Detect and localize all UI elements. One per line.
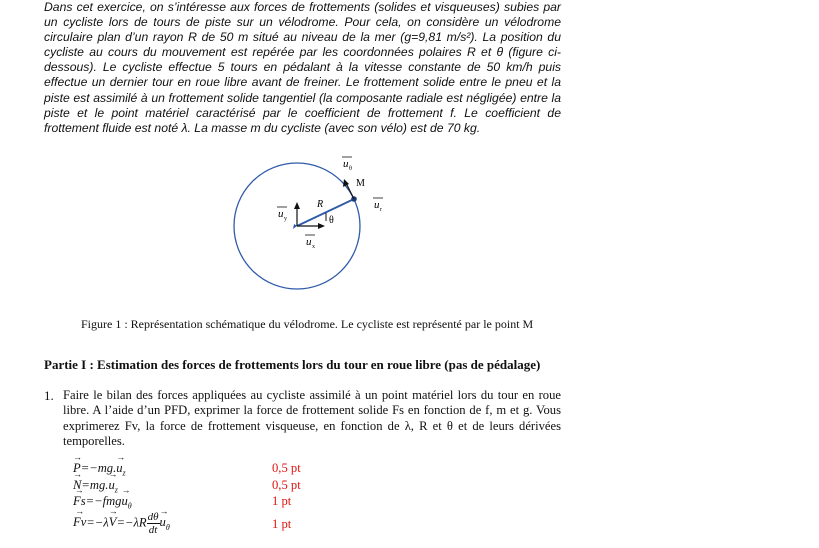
radius-line — [297, 199, 354, 226]
svg-text:u: u — [306, 236, 312, 248]
figure-caption: Figure 1 : Représentation schématique du vélodrome. Le cycliste est représenté par le point M — [81, 317, 534, 331]
svg-text:u: u — [374, 199, 380, 211]
label-u-x — [305, 235, 315, 250]
svg-text:u: u — [343, 158, 349, 170]
answer-weight: → $P=-mg.\to u_z$ — [73, 461, 126, 478]
answer-normal: → $N=mg.\to u_z$ — [73, 478, 118, 495]
svg-text:y: y — [284, 216, 287, 222]
velodrome-figure — [222, 150, 422, 300]
part-title: Partie I : Estimation des forces de frottements lors du tour en roue libre (pas de pédalage) — [44, 357, 541, 372]
label-u-y — [277, 207, 287, 222]
points-normal: 0,5 pt — [272, 478, 301, 492]
svg-text:u: u — [278, 208, 284, 220]
svg-text:x: x — [312, 244, 315, 250]
u-theta-arrow — [346, 183, 354, 199]
label-R: R — [317, 199, 324, 210]
derivative-fraction: $\frac{d\theta}{dt}$ — [147, 511, 159, 536]
label-M: M — [356, 178, 365, 189]
answer-solid-friction: → $Fs=-fmg\to u_\theta$ — [73, 494, 132, 511]
label-u-r — [373, 198, 383, 213]
question-text: Faire le bilan des forces appliquées au cycliste assimilé à un point matériel lors du tour en roue libre. A l’aide d’un PFD, exprimer la force de frottement solide Fs en fonction de f, m et g. Vous exprimerez Fv, la force de frottement visqueuse, en fonction de λ, R et θ et de leurs dérivées temporelles. — [63, 388, 561, 449]
points-weight: 0,5 pt — [272, 461, 301, 475]
svg-text:r: r — [380, 207, 382, 213]
points-solid-friction: 1 pt — [272, 494, 292, 508]
label-u-theta — [342, 157, 352, 172]
points-fluid-friction: 1 pt — [272, 517, 292, 531]
intro-paragraph: Dans cet exercice, on s’intéresse aux forces de frottements (solides et visqueuses) subies par un cycliste lors de tours de piste sur un vélodrome. Pour cela, on considère un vélodrome circulaire plan d’un rayon R de 50 m situé au niveau de la mer (g=9,81 m/s²). La position du cycliste au cours du mouvement est repérée par les coordonnées polaires R et θ (figure ci-dessous). Le cycliste effectue 5 tours en pédalant à la vitesse constante de 50 km/h puis effectue un dernier tour en roue libre avant de freiner. Le frottement solide entre le pneu et la piste est assimilé à un frottement solide tangentiel (la composante radiale est négligée) entre la piste et le point matériel caractérisé par le coefficient de frottement f. Le coefficient de frottement fluide est noté λ. La masse m du cycliste (avec son vélo) est de 70 kg. — [44, 0, 561, 135]
svg-text:θ: θ — [349, 166, 352, 172]
question-number: 1. — [44, 388, 54, 403]
label-theta: θ — [329, 215, 334, 226]
answer-fluid-friction: → Fv=−λ→ V=−λR $\frac{d\theta}{dt}$ → $u_\theta$ — [73, 511, 170, 536]
origin-marker — [293, 224, 297, 229]
